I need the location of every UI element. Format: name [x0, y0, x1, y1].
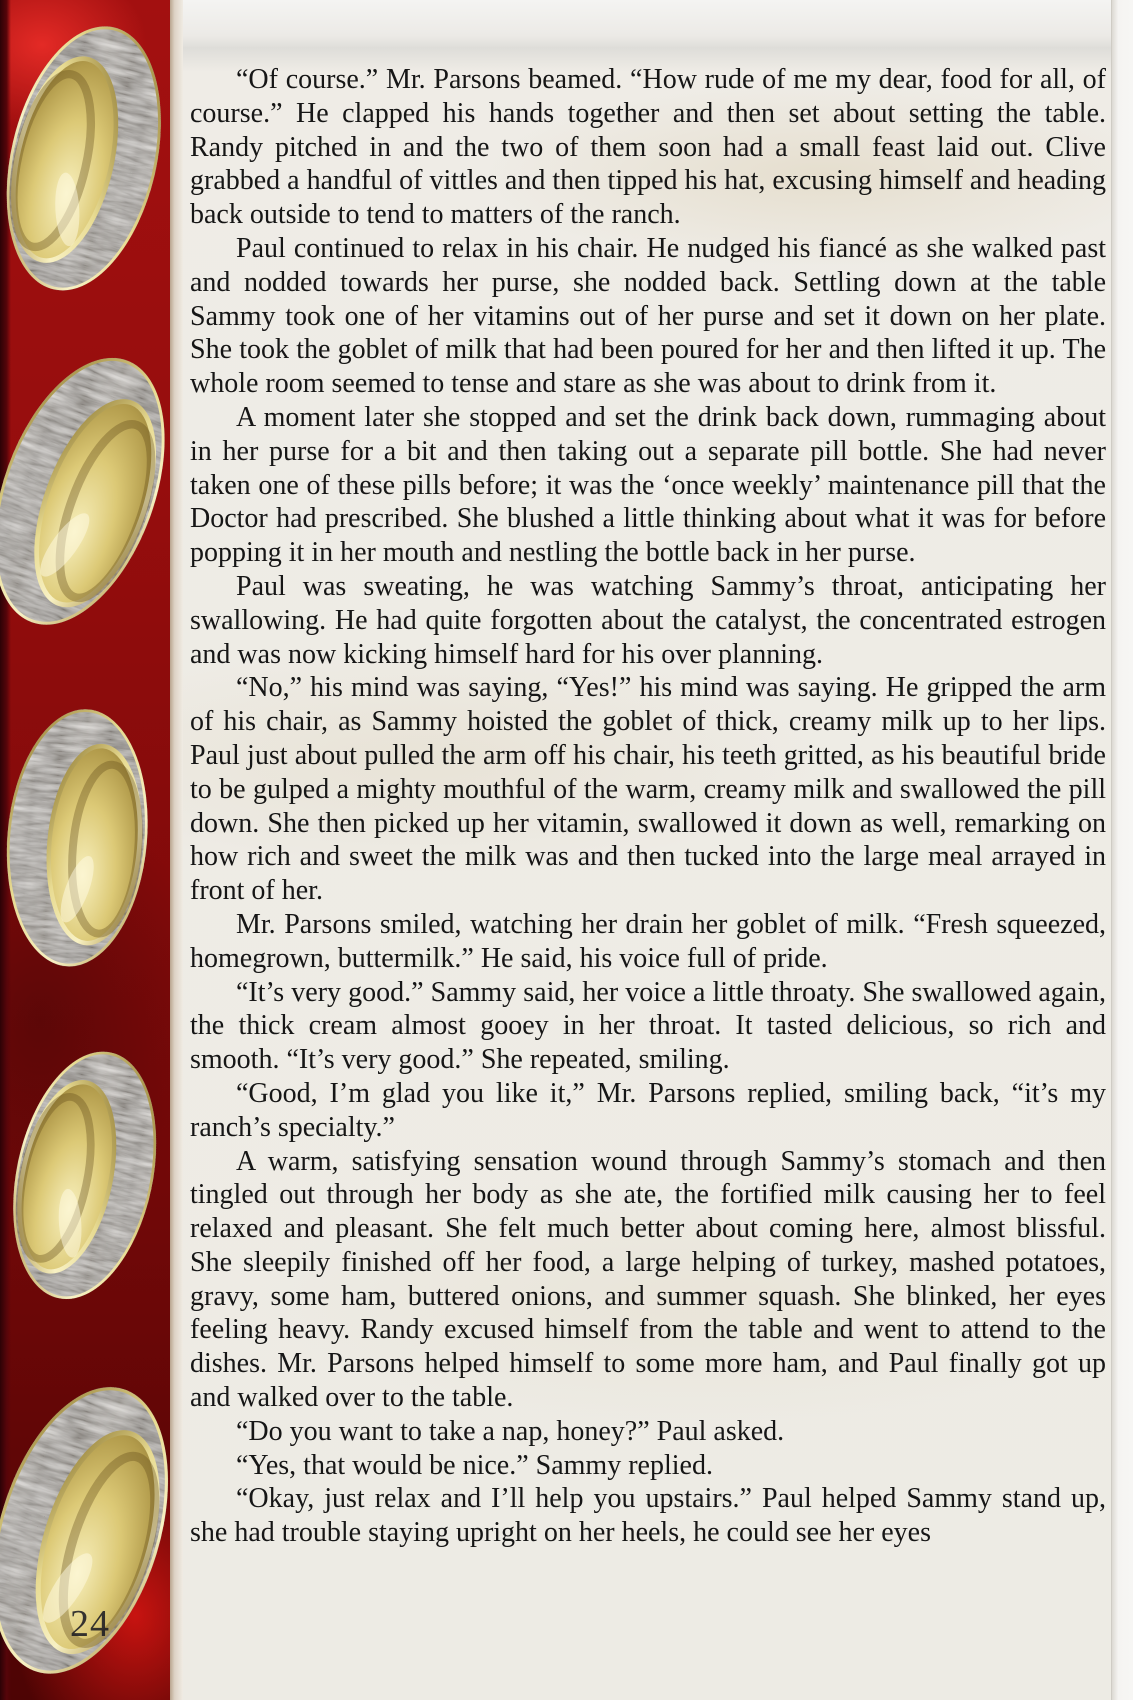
story-paragraph: “Do you want to take a nap, honey?” Paul asked.: [236, 1415, 785, 1447]
page-body: [183, 0, 1112, 1700]
story-paragraph: Mr. Parsons smiled, watching her drain her goblet of milk. “Fresh squeezed, homegrown, buttermilk.” He said, his voice full of pride.: [190, 908, 1106, 974]
story-paragraph: A moment later she stopped and set the drink back down, rummaging about in her purse for a bit and then taking out a separate pill bottle. She had never taken one of these pills before; it was the ‘once weekly’ maintenance pill that the Doctor had prescribed. She blushed a little thinking about what it was for before popping it in her mouth and nestling the bottle back in her purse.: [190, 401, 1106, 569]
page-fold-strip: [170, 0, 183, 1700]
page-number: 24: [70, 1603, 110, 1645]
ring-photo-4: [0, 1032, 191, 1319]
story-paragraph: “Yes, that would be nice.” Sammy replied.: [236, 1449, 713, 1481]
story-text: [190, 63, 1106, 1550]
story-paragraph: “No,” his mind was saying, “Yes!” his mind was saying. He gripped the arm of his chair, as Sammy hoisted the goblet of thick, creamy milk up to her lips. Paul just about pulled the arm off his chair, his teeth gritted, as his beautiful bride to be gulped a mighty mouthful of the warm, creamy milk and swallowed the pill down. She then picked up her vitamin, swallowed it down as well, remarking on how rich and sweet the milk was and then tucked into the large meal arrayed in front of her.: [190, 672, 1106, 907]
story-paragraph: “Of course.” Mr. Parsons beamed. “How rude of me my dear, food for all, of course.” He clapped his hands together and then set about setting the table. Randy pitched in and the two of them soon had a small feast laid out. Clive grabbed a handful of vittles and then tipped his hat, excusing himself and heading back outside to tend to matters of the ranch.: [190, 64, 1106, 231]
ring-photo-1: [0, 6, 191, 311]
ring-photo-3: [0, 696, 166, 980]
story-paragraph: A warm, satisfying sensation wound through Sammy’s stomach and then tingled out through her body as she ate, the fortified milk causing her to feel relaxed and pleasant. She felt much better about coming here, almost blissful. She sleepily finished off her food, a large helping of turkey, mashed potatoes, gravy, some ham, buttered onions, and summer squash. She blinked, her eyes feeling heavy. Randy excused himself from the table and went to attend to the dishes. Mr. Parsons helped himself to some more ham, and Paul finally got up and walked over to the table.: [190, 1145, 1106, 1414]
page-right-margin: [1111, 0, 1133, 1700]
story-paragraph: “It’s very good.” Sammy said, her voice a little throaty. She swallowed again, the thick cream almost gooey in her throat. It tasted delicious, so rich and smooth. “It’s very good.” She repeated, smiling.: [190, 976, 1106, 1076]
story-paragraph: “Good, I’m glad you like it,” Mr. Parsons replied, smiling back, “it’s my ranch’s specialty.”: [190, 1077, 1106, 1143]
story-paragraph: Paul continued to relax in his chair. He nudged his fiancé as she walked past and nodded towards her purse, she nodded back. Settling down at the table Sammy took one of her vitamins out of her purse and set it down on her plate. She took the goblet of milk that had been poured for her and then lifted it up. The whole room seemed to tense and stare as she was about to drink from it.: [190, 232, 1106, 400]
story-paragraph: Paul was sweating, he was watching Sammy’s throat, anticipating her swallowing. He had quite forgotten about the catalyst, the concentrated estrogen and was now kicking himself hard for his over planning.: [190, 570, 1106, 670]
ring-photo-strip: [0, 0, 170, 1700]
story-paragraph: “Okay, just relax and I’ll help you upstairs.” Paul helped Sammy stand up, she had trouble staying upright on her heels, he could see her eyes: [190, 1483, 1106, 1549]
